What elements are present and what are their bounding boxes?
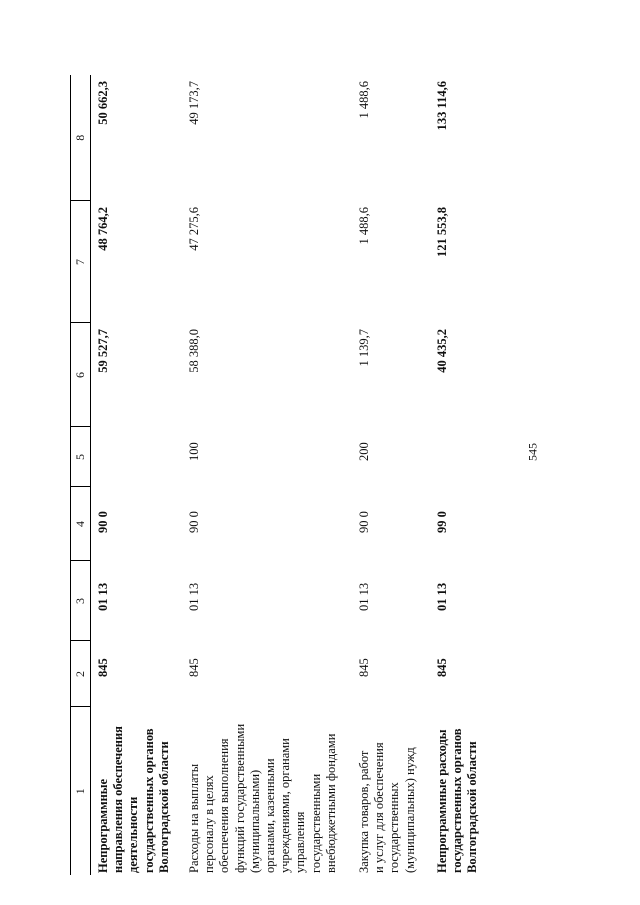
row-name-cell: [352, 707, 430, 875]
row-name-line: Непрограммные расходы: [435, 729, 449, 873]
table-row: [430, 75, 505, 875]
table-row: [352, 75, 430, 875]
row-name-line: персоналу в целях: [202, 775, 217, 873]
section-code-cell: 01 13: [357, 582, 371, 611]
column-header: 6: [71, 323, 91, 427]
section-code-cell: 01 13: [435, 582, 449, 611]
row-name-line: Расходы на выплаты: [187, 763, 201, 873]
ministry-code-cell: 845: [96, 658, 110, 677]
row-name-line: (муниципальных) нужд: [402, 747, 417, 873]
expense-type-cell: [430, 427, 505, 487]
row-name-line: внебюджетными фондами: [323, 733, 338, 873]
program-code-cell: 90 0: [187, 511, 201, 533]
budget-table: [70, 75, 505, 875]
row-name-line: деятельности: [126, 796, 141, 873]
row-name-cell: [91, 707, 183, 875]
column-header: 4: [71, 487, 91, 561]
expense-type-cell: 100: [187, 442, 201, 461]
column-header: 3: [71, 561, 91, 641]
amount-col6-cell: 1 139,7: [357, 329, 371, 367]
row-name-line: государственных: [387, 782, 402, 873]
program-code-cell: 99 0: [435, 511, 449, 533]
amount-col8-cell: 50 662,3: [96, 81, 110, 125]
row-name-line: государственных органов: [450, 728, 465, 873]
row-name-cell: [430, 707, 505, 875]
column-header: 8: [71, 75, 91, 201]
amount-col6-cell: 58 388,0: [187, 329, 201, 373]
ministry-code-cell: 845: [357, 658, 371, 677]
row-name-line: Закупка товаров, работ: [357, 750, 371, 873]
row-name-line: государственными: [308, 773, 323, 873]
row-name-line: функций государственными: [232, 723, 247, 873]
row-name-line: Непрограммные: [96, 778, 110, 873]
row-name-line: Волгоградской области: [156, 741, 171, 873]
column-header: 1: [71, 707, 91, 875]
row-name-line: обеспечения выполнения: [217, 738, 232, 873]
row-name-line: (муниципальными): [247, 769, 262, 873]
program-code-cell: 90 0: [357, 511, 371, 533]
table-row: [91, 75, 183, 875]
amount-col7-cell: 121 553,8: [435, 207, 449, 257]
row-name-line: государственных органов: [141, 728, 156, 873]
amount-col8-cell: 133 114,6: [435, 81, 449, 131]
row-name-line: управления: [293, 811, 308, 873]
amount-col6-cell: 40 435,2: [435, 329, 449, 373]
row-name-line: и услуг для обеспечения: [372, 742, 387, 873]
table-row: [182, 75, 352, 875]
row-name-line: органами, казенными: [263, 758, 278, 873]
amount-col7-cell: 48 764,2: [96, 207, 110, 251]
ministry-code-cell: 845: [187, 658, 201, 677]
program-code-cell: 90 0: [96, 511, 110, 533]
row-name-line: направления обеспечения: [111, 726, 126, 873]
expense-type-cell: 200: [357, 442, 371, 461]
row-name-line: учреждениями, органами: [278, 738, 293, 873]
page-number: 545: [525, 443, 540, 461]
row-name-line: Волгоградской области: [465, 741, 480, 873]
amount-col7-cell: 47 275,6: [187, 207, 201, 251]
amount-col8-cell: 49 173,7: [187, 81, 201, 125]
section-code-cell: 01 13: [96, 582, 110, 611]
column-header: 2: [71, 641, 91, 707]
column-header: 7: [71, 201, 91, 323]
amount-col8-cell: 1 488,6: [357, 81, 371, 119]
amount-col6-cell: 59 527,7: [96, 329, 110, 373]
ministry-code-cell: 845: [435, 658, 449, 677]
expense-type-cell: [91, 427, 183, 487]
row-name-cell: [182, 707, 352, 875]
rotated-page-content: [70, 45, 530, 875]
column-header: 5: [71, 427, 91, 487]
section-code-cell: 01 13: [187, 582, 201, 611]
amount-col7-cell: 1 488,6: [357, 207, 371, 245]
table-header-row: [71, 75, 91, 875]
